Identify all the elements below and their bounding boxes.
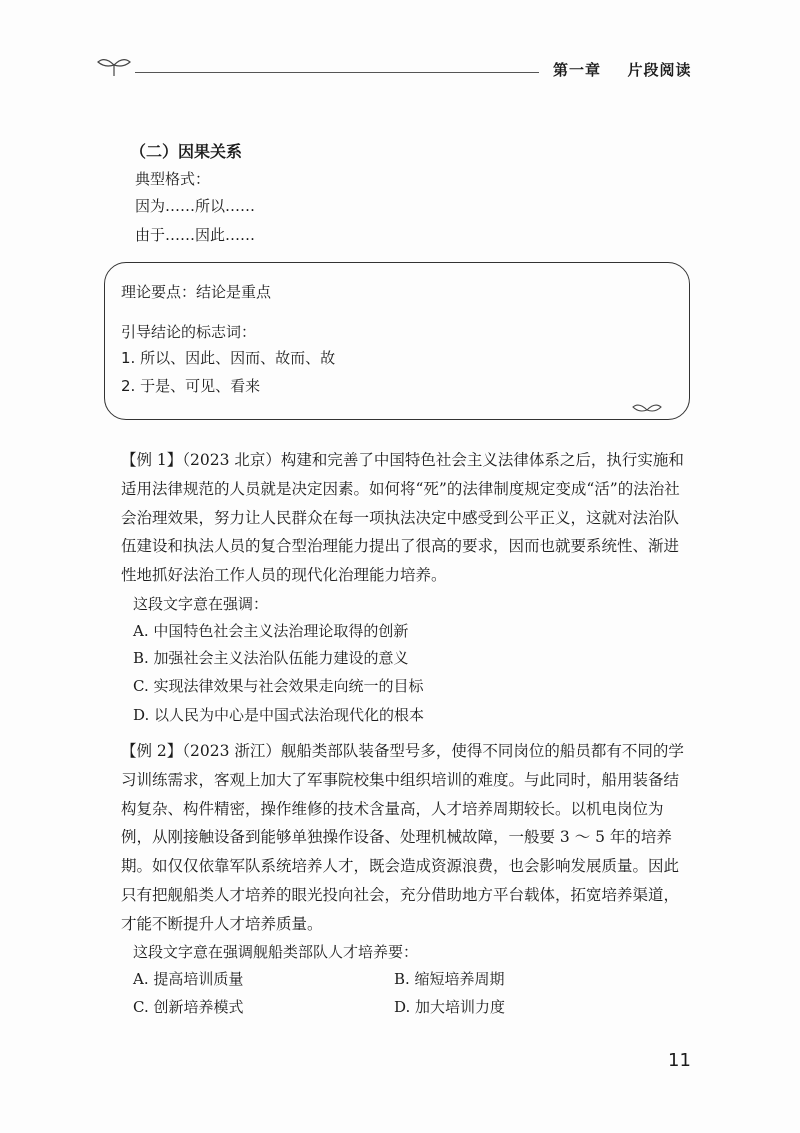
note-subtitle: 引导结论的标志词： bbox=[121, 323, 257, 341]
example-1-option-b: B. 加强社会主义法治队伍能力建设的意义 bbox=[133, 649, 409, 667]
header-divider bbox=[135, 72, 539, 73]
note-item: 1. 所以、因此、因而、故而、故 bbox=[121, 349, 336, 367]
sprout-icon bbox=[632, 401, 662, 417]
format-item: 由于……因此…… bbox=[135, 226, 256, 244]
example-2-text: 【例 2】（2023 浙江）舰船类部队装备型号多，使得不同岗位的船员都有不同的学习训练需求，客观上加大了军事院校集中组织培训的难度。与此同时，船用装备结构复杂、构件精密，操作维修的技术含量高，人才培养周期较长。以机电岗位为例，从刚接触设备到能够单独操作设备、处理机械故障，一般要 3 ～ 5 年的培养期。如仅仅依靠军队系统培养人才，既会造成资源浪费，也会影响发展质量。因此只有把舰船类人才培养的眼光投向社会，充分借助地方平台载体，拓宽培养渠道，才能不断提升人才培养质量。 bbox=[121, 742, 684, 933]
example-2-paragraph bbox=[121, 737, 687, 939]
example-1-option-d: D. 以人民为中心是中国式法治现代化的根本 bbox=[133, 706, 425, 724]
page-number: 11 bbox=[668, 1050, 691, 1071]
example-1-question: 这段文字意在强调： bbox=[133, 595, 269, 613]
example-2-option-b: B. 缩短培养周期 bbox=[394, 970, 505, 988]
example-1-paragraph bbox=[121, 446, 687, 590]
format-label: 典型格式： bbox=[135, 170, 211, 188]
note-item: 2. 于是、可见、看来 bbox=[121, 377, 261, 395]
format-item: 因为……所以…… bbox=[135, 197, 256, 215]
example-2-option-c: C. 创新培养模式 bbox=[133, 998, 244, 1016]
example-2-question: 这段文字意在强调舰船类部队人才培养要： bbox=[133, 943, 419, 961]
sprout-icon bbox=[96, 54, 132, 78]
section-label: 片段阅读 bbox=[627, 61, 692, 79]
example-1-option-c: C. 实现法律效果与社会效果走向统一的目标 bbox=[133, 677, 424, 695]
note-title: 理论要点：结论是重点 bbox=[121, 283, 272, 301]
example-2-option-d: D. 加大培训力度 bbox=[394, 998, 506, 1016]
chapter-label: 第一章 bbox=[553, 61, 602, 79]
section-title: （二）因果关系 bbox=[130, 142, 243, 161]
example-2-option-a: A. 提高培训质量 bbox=[133, 970, 244, 988]
example-1-option-a: A. 中国特色社会主义法治理论取得的创新 bbox=[133, 622, 409, 640]
example-1-text: 【例 1】（2023 北京）构建和完善了中国特色社会主义法律体系之后，执行实施和适用法律规范的人员就是决定因素。如何将“死”的法律制度规定变成“活”的法治社会治理效果，努力让人民群众在每一项执法决定中感受到公平正义，这就对法治队伍建设和执法人员的复合型治理能力提出了很高的要求，因而也就要系统性、渐进性地抓好法治工作人员的现代化治理能力培养。 bbox=[121, 451, 684, 585]
running-header bbox=[553, 59, 692, 80]
